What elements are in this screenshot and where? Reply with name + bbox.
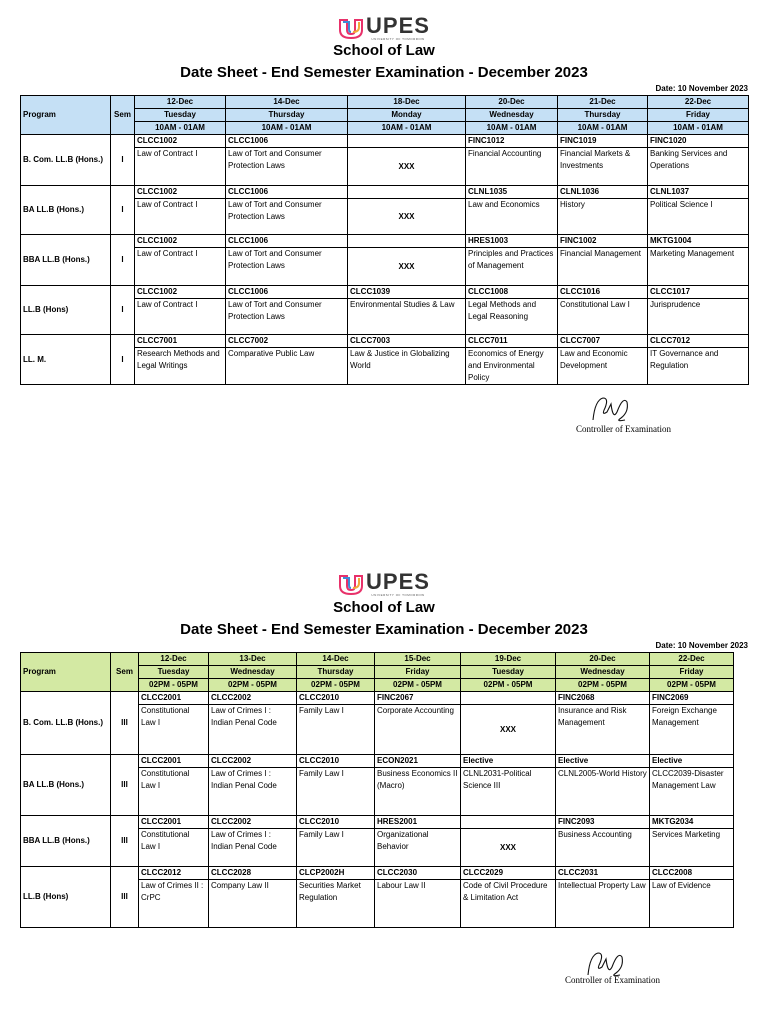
course-code: CLCC7007 <box>558 335 648 348</box>
no-exam-mark: XXX <box>348 199 466 235</box>
semester: III <box>111 692 139 755</box>
program-name: LL. M. <box>21 335 111 385</box>
logo-word: UPES <box>366 569 430 594</box>
course-title: Law of Contract I <box>135 248 226 286</box>
course-code: HRES2001 <box>375 816 461 829</box>
logo-tagline: UNIVERSITY OF TOMORROW <box>371 593 425 597</box>
course-title: Securities Market Regulation <box>297 880 375 928</box>
course-code: CLCC2001 <box>139 816 209 829</box>
day-header: Thursday <box>558 109 648 122</box>
course-title: Banking Services and Operations <box>648 148 749 186</box>
course-code: CLCC2010 <box>297 755 375 768</box>
program-name: BBA LL.B (Hons.) <box>21 235 111 286</box>
course-code: CLNL1035 <box>466 186 558 199</box>
logo-word: UPES <box>366 13 430 38</box>
course-code: CLCC7001 <box>135 335 226 348</box>
course-title: Financial Markets & Investments <box>558 148 648 186</box>
program-name: BA LL.B (Hons.) <box>21 186 111 235</box>
day-header: Friday <box>650 666 734 679</box>
program-name: BBA LL.B (Hons.) <box>21 816 111 867</box>
course-code: CLCC2010 <box>297 692 375 705</box>
course-code: FINC2069 <box>650 692 734 705</box>
day-header: Tuesday <box>139 666 209 679</box>
course-code: CLCC7011 <box>466 335 558 348</box>
course-title: History <box>558 199 648 235</box>
course-title: Law of Crimes II : CrPC <box>139 880 209 928</box>
course-code <box>461 816 556 829</box>
date-header: 18-Dec <box>348 96 466 109</box>
course-title: Law of Tort and Consumer Protection Laws <box>226 248 348 286</box>
course-title: Business Economics II (Macro) <box>375 768 461 816</box>
sem-header: Sem <box>111 653 139 692</box>
program-name: BA LL.B (Hons.) <box>21 755 111 816</box>
upes-logo <box>0 15 768 41</box>
day-header: Wednesday <box>556 666 650 679</box>
course-title: Law & Justice in Globalizing World <box>348 348 466 385</box>
semester: I <box>111 286 135 335</box>
course-title: Constitutional Law I <box>558 299 648 335</box>
no-exam-mark: XXX <box>348 148 466 186</box>
semester: III <box>111 755 139 816</box>
course-title: Company Law II <box>209 880 297 928</box>
course-code: Elective <box>650 755 734 768</box>
course-title: CLNL2005-World History <box>556 768 650 816</box>
course-title: Principles and Practices of Management <box>466 248 558 286</box>
semester: III <box>111 867 139 928</box>
course-title: Insurance and Risk Management <box>556 705 650 755</box>
no-exam-mark: XXX <box>348 248 466 286</box>
course-code: FINC1019 <box>558 135 648 148</box>
course-code: CLNL1037 <box>648 186 749 199</box>
course-title: Organizational Behavior <box>375 829 461 867</box>
course-title: Comparative Public Law <box>226 348 348 385</box>
program-name: LL.B (Hons) <box>21 867 111 928</box>
no-exam-mark: XXX <box>461 705 556 755</box>
course-title: Business Accounting <box>556 829 650 867</box>
course-title: Law of Crimes I : Indian Penal Code <box>209 768 297 816</box>
course-title: Code of Civil Procedure & Limitation Act <box>461 880 556 928</box>
day-header: Tuesday <box>461 666 556 679</box>
course-code: CLCC1006 <box>226 286 348 299</box>
course-title: Law of Tort and Consumer Protection Laws <box>226 299 348 335</box>
course-title: Family Law I <box>297 705 375 755</box>
course-code: CLCC1002 <box>135 286 226 299</box>
course-title: CLNL2031-Political Science III <box>461 768 556 816</box>
date-header: 21-Dec <box>558 96 648 109</box>
course-code: CLCC1039 <box>348 286 466 299</box>
day-header: Monday <box>348 109 466 122</box>
course-title: Financial Accounting <box>466 148 558 186</box>
course-code: CLCC1006 <box>226 186 348 199</box>
course-title: Family Law I <box>297 768 375 816</box>
course-title: Environmental Studies & Law <box>348 299 466 335</box>
course-title: Law of Crimes I : Indian Penal Code <box>209 829 297 867</box>
course-code: Elective <box>556 755 650 768</box>
course-code: CLCC2029 <box>461 867 556 880</box>
time-header: 02PM - 05PM <box>556 679 650 692</box>
course-title: IT Governance and Regulation <box>648 348 749 385</box>
course-title: Law of Contract I <box>135 148 226 186</box>
upes-logo-icon <box>338 17 364 39</box>
time-header: 10AM - 01AM <box>466 122 558 135</box>
course-title: Constitutional Law I <box>139 768 209 816</box>
program-name: LL.B (Hons) <box>21 286 111 335</box>
course-title: Constitutional Law I <box>139 705 209 755</box>
course-code: CLCC7002 <box>226 335 348 348</box>
course-code: CLCC2001 <box>139 755 209 768</box>
course-code: CLCP2002H <box>297 867 375 880</box>
upes-logo-icon <box>338 573 364 595</box>
course-title: Law of Tort and Consumer Protection Laws <box>226 148 348 186</box>
page-title: Date Sheet - End Semester Examination - December 2023 <box>180 621 588 638</box>
course-code: FINC1012 <box>466 135 558 148</box>
course-title: Law of Evidence <box>650 880 734 928</box>
course-code: CLCC7003 <box>348 335 466 348</box>
course-title: Family Law I <box>297 829 375 867</box>
course-code: ECON2021 <box>375 755 461 768</box>
course-code: CLCC1002 <box>135 235 226 248</box>
course-title: Corporate Accounting <box>375 705 461 755</box>
course-code: FINC2093 <box>556 816 650 829</box>
course-code: CLCC2001 <box>139 692 209 705</box>
time-header: 10AM - 01AM <box>648 122 749 135</box>
course-code: CLCC2030 <box>375 867 461 880</box>
date-header: 22-Dec <box>648 96 749 109</box>
signature-scribble-icon <box>565 390 675 428</box>
course-title: Law of Contract I <box>135 299 226 335</box>
issue-date: Date: 10 November 2023 <box>655 641 748 650</box>
course-title: Political Science I <box>648 199 749 235</box>
day-header: Thursday <box>297 666 375 679</box>
course-code: CLCC1006 <box>226 235 348 248</box>
course-code: MKTG1004 <box>648 235 749 248</box>
school-name: School of Law <box>333 599 435 616</box>
course-code <box>461 692 556 705</box>
datesheet-table-1 <box>20 95 749 385</box>
date-header: 12-Dec <box>139 653 209 666</box>
time-header: 02PM - 05PM <box>650 679 734 692</box>
course-title: Foreign Exchange Management <box>650 705 734 755</box>
course-code: CLCC2010 <box>297 816 375 829</box>
course-code: FINC2067 <box>375 692 461 705</box>
course-code: CLCC2012 <box>139 867 209 880</box>
program-name: B. Com. LL.B (Hons.) <box>21 692 111 755</box>
course-code: CLNL1036 <box>558 186 648 199</box>
course-title: Marketing Management <box>648 248 749 286</box>
logo-tagline: UNIVERSITY OF TOMORROW <box>371 37 425 41</box>
date-header: 13-Dec <box>209 653 297 666</box>
course-code: CLCC1017 <box>648 286 749 299</box>
course-title: Law and Economics <box>466 199 558 235</box>
time-header: 10AM - 01AM <box>558 122 648 135</box>
issue-date: Date: 10 November 2023 <box>655 84 748 93</box>
sem-header: Sem <box>111 96 135 135</box>
course-title: Law of Crimes I : Indian Penal Code <box>209 705 297 755</box>
course-code: FINC1002 <box>558 235 648 248</box>
course-code: CLCC2028 <box>209 867 297 880</box>
course-code <box>348 186 466 199</box>
course-code: CLCC1008 <box>466 286 558 299</box>
datesheet-table-2 <box>20 652 734 928</box>
date-header: 15-Dec <box>375 653 461 666</box>
semester: III <box>111 816 139 867</box>
course-code: CLCC7012 <box>648 335 749 348</box>
date-header: 12-Dec <box>135 96 226 109</box>
date-header: 19-Dec <box>461 653 556 666</box>
course-title: Labour Law II <box>375 880 461 928</box>
signature-caption: Controller of Examination <box>576 424 671 434</box>
signature-block <box>555 945 695 991</box>
course-code: CLCC1006 <box>226 135 348 148</box>
course-code: CLCC1002 <box>135 186 226 199</box>
time-header: 02PM - 05PM <box>139 679 209 692</box>
course-code: CLCC2002 <box>209 692 297 705</box>
day-header: Friday <box>375 666 461 679</box>
course-title: Law of Contract I <box>135 199 226 235</box>
course-code: FINC1020 <box>648 135 749 148</box>
course-code: MKTG2034 <box>650 816 734 829</box>
course-code <box>348 235 466 248</box>
program-header: Program <box>21 653 111 692</box>
signature-caption: Controller of Examination <box>565 975 660 985</box>
course-code: CLCC2031 <box>556 867 650 880</box>
program-name: B. Com. LL.B (Hons.) <box>21 135 111 186</box>
upes-logo <box>0 571 768 597</box>
course-title: Law of Tort and Consumer Protection Laws <box>226 199 348 235</box>
course-code: CLCC2002 <box>209 816 297 829</box>
time-header: 02PM - 05PM <box>461 679 556 692</box>
time-header: 10AM - 01AM <box>135 122 226 135</box>
course-code: Elective <box>461 755 556 768</box>
course-code: FINC2068 <box>556 692 650 705</box>
course-code: CLCC1016 <box>558 286 648 299</box>
school-name: School of Law <box>333 42 435 59</box>
course-code: HRES1003 <box>466 235 558 248</box>
course-code: CLCC2008 <box>650 867 734 880</box>
day-header: Tuesday <box>135 109 226 122</box>
page-title: Date Sheet - End Semester Examination - December 2023 <box>180 64 588 81</box>
semester: I <box>111 235 135 286</box>
course-code: CLCC1002 <box>135 135 226 148</box>
course-code <box>348 135 466 148</box>
date-header: 14-Dec <box>297 653 375 666</box>
program-header: Program <box>21 96 111 135</box>
course-title: Constitutional Law I <box>139 829 209 867</box>
course-title: CLCC2039-Disaster Management Law <box>650 768 734 816</box>
course-title: Economics of Energy and Environmental Policy <box>466 348 558 385</box>
date-header: 20-Dec <box>466 96 558 109</box>
course-title: Jurisprudence <box>648 299 749 335</box>
course-title: Law and Economic Development <box>558 348 648 385</box>
no-exam-mark: XXX <box>461 829 556 867</box>
day-header: Wednesday <box>466 109 558 122</box>
date-header: 22-Dec <box>650 653 734 666</box>
signature-block <box>560 390 700 436</box>
course-code: CLCC2002 <box>209 755 297 768</box>
semester: I <box>111 135 135 186</box>
date-header: 20-Dec <box>556 653 650 666</box>
course-title: Financial Management <box>558 248 648 286</box>
day-header: Friday <box>648 109 749 122</box>
date-header: 14-Dec <box>226 96 348 109</box>
course-title: Legal Methods and Legal Reasoning <box>466 299 558 335</box>
course-title: Intellectual Property Law <box>556 880 650 928</box>
day-header: Wednesday <box>209 666 297 679</box>
time-header: 10AM - 01AM <box>348 122 466 135</box>
course-title: Research Methods and Legal Writings <box>135 348 226 385</box>
day-header: Thursday <box>226 109 348 122</box>
semester: I <box>111 335 135 385</box>
time-header: 02PM - 05PM <box>209 679 297 692</box>
semester: I <box>111 186 135 235</box>
time-header: 10AM - 01AM <box>226 122 348 135</box>
time-header: 02PM - 05PM <box>375 679 461 692</box>
time-header: 02PM - 05PM <box>297 679 375 692</box>
course-title: Services Marketing <box>650 829 734 867</box>
